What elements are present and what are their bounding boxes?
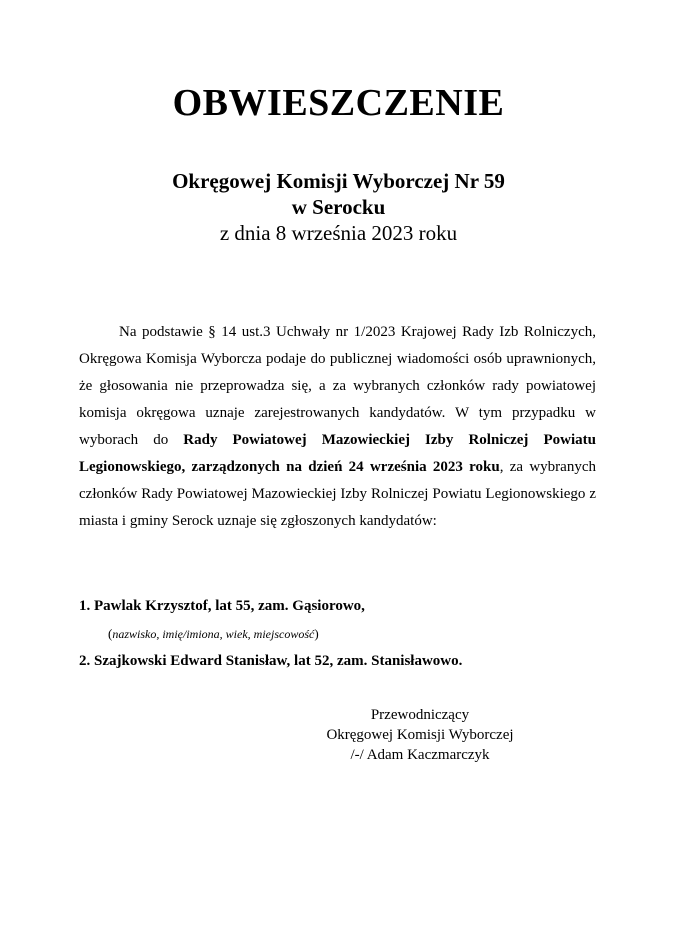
candidate-format-hint: (nazwisko, imię/imiona, wiek, miejscowość)	[108, 626, 319, 641]
document-subtitle	[0, 168, 677, 246]
commission-location: w Serocku	[291, 195, 386, 219]
signature-block	[300, 705, 540, 765]
document-date: z dnia 8 września 2023 roku	[219, 221, 458, 245]
document-title: OBWIESZCZENIE	[172, 82, 505, 124]
signature-commission: Okręgowej Komisji Wyborczej	[326, 727, 514, 743]
body-text-bold: Rady Powiatowej Mazowieckiej Izby Rolniczej Powiatu Legionowskiego, zarządzonych na dzień 24 września 2023 roku	[79, 432, 596, 475]
candidate-format-hint-text: nazwisko, imię/imiona, wiek, miejscowość	[112, 627, 315, 641]
body-text-part2: , za wybranych członków Rady Powiatowej Mazowieckiej Izby Rolniczej Powiatu Legionowskiego z miasta i gminy Serock uznaje się zgłoszonych kandydatów:	[79, 459, 596, 529]
announcement-body	[79, 319, 596, 535]
signature-name: /-/ Adam Kaczmarczyk	[350, 747, 490, 763]
body-text-part1: Na podstawie § 14 ust.3 Uchwały nr 1/2023 Krajowej Rady Izb Rolniczych, Okręgowa Komisja Wyborcza podaje do publicznej wiadomości osób uprawnionych, że głosowania nie przeprowadza się, a za wybranych członków rady powiatowej komisja okręgowa uznaje zarejestrowanych kandydatów. W tym przypadku w wyborach do	[79, 324, 596, 448]
candidate-item-2: 2. Szajkowski Edward Stanisław, lat 52, zam. Stanisławowo.	[79, 653, 463, 669]
commission-name: Okręgowej Komisji Wyborczej Nr 59	[172, 169, 505, 193]
candidate-item-1: 1. Pawlak Krzysztof, lat 55, zam. Gąsiorowo,	[79, 598, 365, 614]
signature-role: Przewodniczący	[370, 707, 470, 723]
